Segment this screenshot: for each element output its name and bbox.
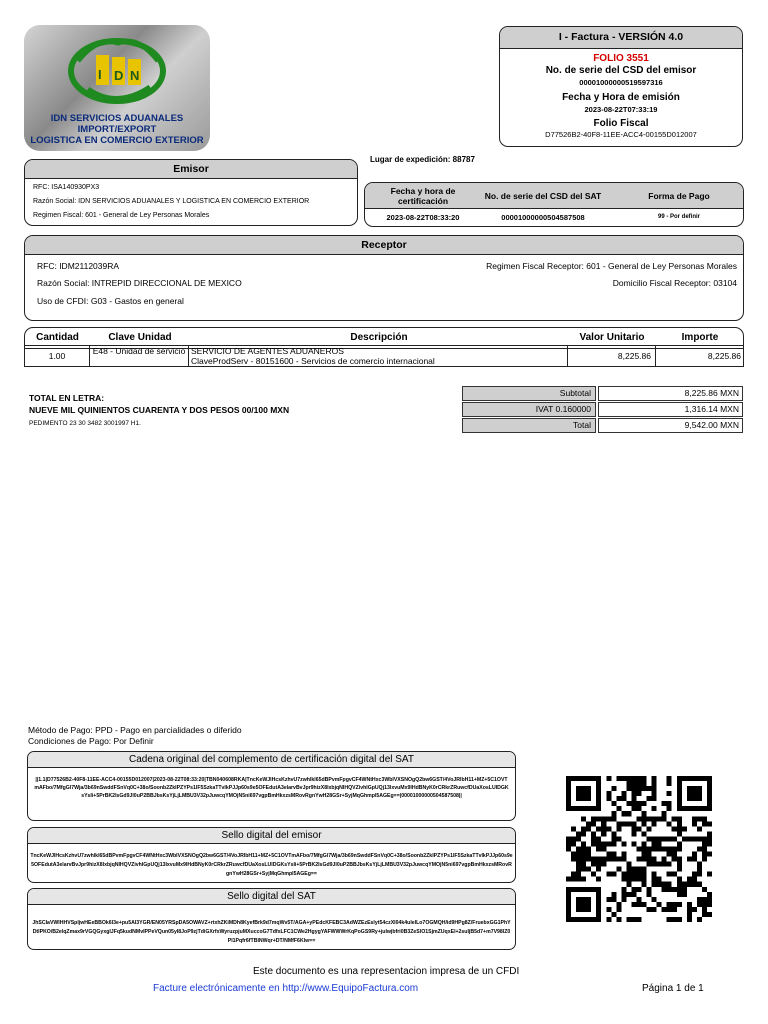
cadena-original-text: ||1.1|D77526B2-40F8-11EE-ACC4-00155D012007|2023-08-22T08:33:20|TBN040608RKA|TncKeWJlHcsKzhvU7zwhlkl65dBPvmFpgvCF4WNtHxc3WbIVXSNOgQ2bw6GST/4VoJRlbH11+MZ+5C1OVTmAFbo/7MfgGl7Wja/3b69nSwddFSnVq0C+38o/Soonb2ZkIPZYPs1lF5SzkaTTvlkPJJp60s9e5OFEdutA3elarvBvJpr9hizX8lxbjqNIHQVZivhIGpUQj13lxvuMx9IHdBNyK0rCRkrZRuwcfDUaXosLUIDGKsYsIi+5PrBK2IsGd9Jl0uP2BBJbsKsYjLjLMBU3V32pJuwcqYMOjN5ni697vgpBmHkxzsMRovRgnYwH28GSr+SyjMqGhmpI5AGEg==|00001000000504587508|| bbox=[34, 777, 509, 799]
forma-pago-value: 99 - Por definir bbox=[657, 214, 700, 220]
col-descripcion: Descripción bbox=[350, 332, 408, 343]
subtotal-row bbox=[462, 386, 743, 401]
sello-sat-title: Sello digital del SAT bbox=[28, 889, 515, 905]
footer-note: Este documento es una representacion impresa de un CFDI bbox=[253, 966, 520, 977]
receptor-title: Receptor bbox=[25, 236, 743, 255]
col-clave-unidad: Clave Unidad bbox=[108, 332, 172, 343]
qr-code-icon bbox=[566, 776, 712, 922]
sat-serie-value: 00001000000504587508 bbox=[501, 213, 585, 222]
iva-label: IVAT 0.160000 bbox=[462, 402, 596, 417]
totales-table bbox=[462, 386, 743, 433]
emisor-razon-social: Razón Social: IDN SERVICIOS ADUANALES Y LOGISTICA EN COMERCIO EXTERIOR bbox=[33, 198, 310, 205]
csd-serie-value: 00001000000519597316 bbox=[579, 78, 663, 87]
row-importe: 8,225.86 bbox=[707, 351, 741, 361]
sello-sat-box bbox=[27, 888, 516, 950]
receptor-razon-social: Razón Social: INTREPID DIRECCIONAL DE MEXICO bbox=[37, 278, 242, 288]
emission-date-label: Fecha y Hora de emisión bbox=[562, 92, 680, 103]
logo-line-2: IMPORT/EXPORT bbox=[77, 124, 157, 135]
row-descripcion-line1: SERVICIO DE AGENTES ADUANEROS bbox=[191, 346, 344, 356]
cert-date-value: 2023-08-22T08:33:20 bbox=[386, 213, 460, 222]
subtotal-value: 8,225.86 MXN bbox=[598, 386, 743, 401]
folio-fiscal-label: Folio Fiscal bbox=[593, 118, 649, 129]
emisor-title: Emisor bbox=[25, 160, 357, 179]
metodo-pago: Método de Pago: PPD - Pago en parcialidades o diferido bbox=[28, 725, 242, 735]
svg-text:N: N bbox=[130, 68, 140, 83]
sello-sat-text: JhSCIaVWIHHVSpljwHEeBBOk6I3e+pu5AI3YGR/EN05YRSpDA5OWAVZ+rtxhZKiMDh8KyefBrk9d7mqWv5T/AGA+yPEdcKFEBC3AdWZEzEslyt54czXI04k4uIeILo7OGMQH/id9HPg8Z/FruebxGG1PhYDtlPKO/B2elqZmax9rVGQGyxglJFq5kudNMvIPPeVQun05yI8JoP9zjTdiGXrfxWyruzpjuMXuccoG7TdfxLFC1CWe2HgygYAFWWWrKqPoGS9Ry+juIwjbfri0B3ZeSlO1SjmZUqxEl+2suIjB5d7+m7V98lZ0Pl1Pqfr6fTBINWqr+DT/NMfF6Klw== bbox=[32, 920, 511, 944]
sello-emisor-title: Sello digital del emisor bbox=[28, 828, 515, 844]
sat-serie-header: No. de serie del CSD del SAT bbox=[484, 191, 602, 201]
row-descripcion-line2: ClaveProdServ - 80151600 - Servicios de comercio internacional bbox=[191, 356, 435, 366]
total-letra-value: NUEVE MIL QUINIENTOS CUARENTA Y DOS PESOS 00/100 MXN bbox=[29, 405, 290, 415]
receptor-box bbox=[24, 235, 744, 321]
receptor-domicilio: Domicilio Fiscal Receptor: 03104 bbox=[612, 278, 737, 288]
logo-line-1: IDN SERVICIOS ADUANALES bbox=[50, 113, 184, 124]
emission-date-value: 2023-08-22T07:33:19 bbox=[584, 105, 658, 114]
row-descripcion bbox=[191, 346, 435, 366]
subtotal-label: Subtotal bbox=[462, 386, 596, 401]
cadena-original-title: Cadena original del complemento de certificación digital del SAT bbox=[28, 752, 515, 768]
csd-serie-label: No. de serie del CSD del emisor bbox=[545, 65, 697, 76]
emisor-box bbox=[24, 159, 358, 226]
table-row bbox=[24, 345, 744, 367]
company-logo bbox=[24, 25, 210, 151]
page-number: Página 1 de 1 bbox=[642, 983, 704, 994]
logo-line-3: LOGISTICA EN COMERCIO EXTERIOR bbox=[30, 135, 204, 146]
iva-row bbox=[462, 402, 743, 417]
receptor-rfc: RFC: IDM2112039RA bbox=[37, 261, 120, 271]
col-cantidad: Cantidad bbox=[36, 332, 79, 343]
pedimento: PEDIMENTO 23 30 3482 3001997 H1. bbox=[29, 420, 141, 427]
emisor-regimen: Regimen Fiscal: 601 - General de Ley Personas Morales bbox=[33, 212, 210, 219]
col-importe: Importe bbox=[681, 332, 719, 343]
iva-value: 1,316.14 MXN bbox=[598, 402, 743, 417]
svg-text:D: D bbox=[114, 68, 124, 83]
condiciones-pago: Condiciones de Pago: Por Definir bbox=[28, 736, 154, 746]
sello-emisor-text: TncKeWJlHcsKzhvU7zwhlkl65dBPvmFpgvCF4WNtHxc3WbIVXSNOgQ2bw6GST/4VoJRlbH11+MZ+5C1OVTmAFbo/7MfgGl7Wja/3b69nSwddFSnVq0C+38o/Soonb2ZkIPZYPs1lF5SzkaTTvlkPJJp60s9e5OFEdutA3elarvBvJpr9hizX8lxbjqNIHQVZivhIGpUQj13lxvuMx9IHdBNyK0rCRkrZRuwcfDUaXosLUIDGKsYsIi+5PrBK2IsGd9Jl0uP2BBJbsKsYjLjLMBU3V32pJuwcqYMOjN5ni697vgpBmHkxzsMRovRgnYwH28GSr+SyjMqGhmpI5AGEg== bbox=[30, 853, 513, 877]
receptor-uso-cfdi: Uso de CFDI: G03 - Gastos en general bbox=[37, 296, 184, 306]
svg-text:I: I bbox=[98, 67, 102, 82]
certificacion-box bbox=[364, 182, 744, 227]
logo-emblem-icon bbox=[58, 31, 176, 109]
emisor-rfc: RFC: ISA140930PX3 bbox=[33, 184, 100, 191]
col-valor-unitario: Valor Unitario bbox=[579, 332, 645, 343]
cert-date-header: Fecha y hora de certificación bbox=[390, 186, 456, 206]
invoice-header-box bbox=[499, 26, 743, 147]
total-value: 9,542.00 MXN bbox=[598, 418, 743, 433]
forma-pago-header: Forma de Pago bbox=[648, 191, 710, 201]
row-clave-unidad: E48 - Unidad de servicio bbox=[92, 346, 186, 356]
cadena-original-box bbox=[27, 751, 516, 821]
sello-emisor-box bbox=[27, 827, 516, 883]
folio-number: FOLIO 3551 bbox=[593, 53, 649, 64]
footer-link[interactable]: Facture electrónicamente en http://www.EquipoFactura.com bbox=[153, 983, 419, 994]
row-cantidad: 1.00 bbox=[48, 351, 66, 361]
total-row bbox=[462, 418, 743, 433]
invoice-title: I - Factura - VERSIÓN 4.0 bbox=[500, 27, 742, 49]
receptor-regimen: Regimen Fiscal Receptor: 601 - General de Ley Personas Morales bbox=[486, 261, 737, 271]
row-valor-unitario: 8,225.86 bbox=[617, 351, 651, 361]
total-letra-label: TOTAL EN LETRA: bbox=[29, 393, 105, 403]
folio-fiscal-value: D77526B2-40F8-11EE-ACC4-00155D012007 bbox=[545, 130, 697, 139]
total-label: Total bbox=[462, 418, 596, 433]
lugar-expedicion: Lugar de expedición: 88787 bbox=[370, 155, 475, 164]
